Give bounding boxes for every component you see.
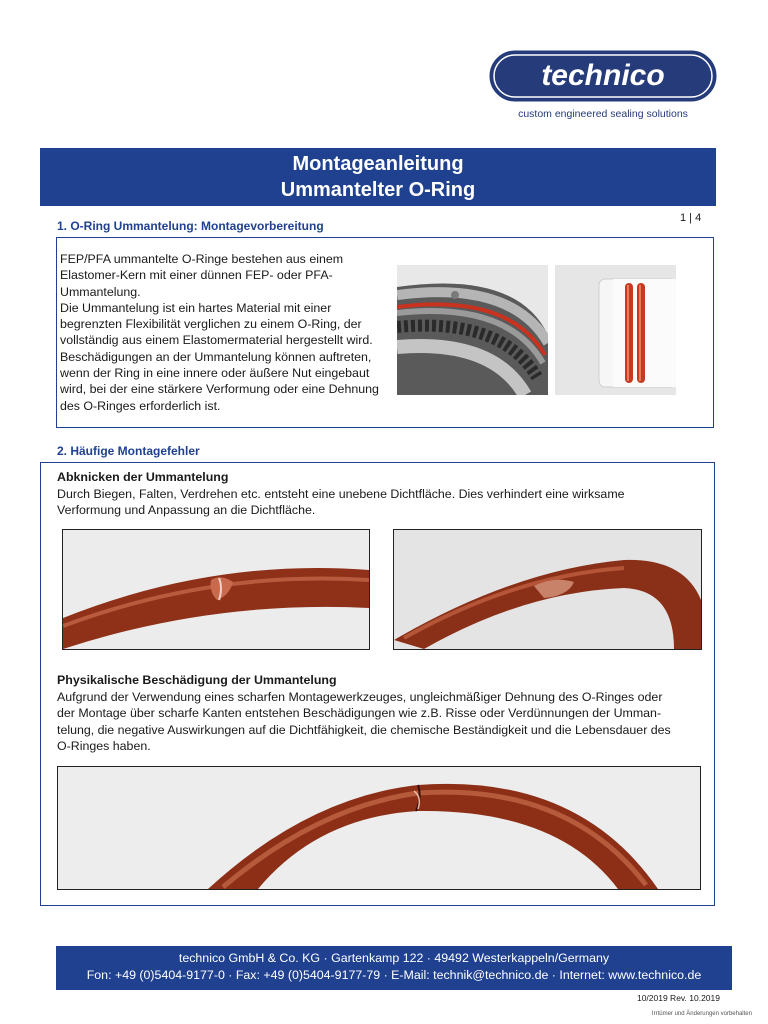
document-title: Montageanleitung	[292, 153, 464, 175]
damaged-ring-photo	[57, 766, 701, 890]
error2-text	[57, 689, 707, 754]
section1-line: FEP/PFA ummantelte O-Ringe bestehen aus einem	[60, 252, 344, 266]
error2-line: der Montage über scharfe Kanten entstehen Beschädigungen wie z.B. Risse oder Verdünnungen der Umman-	[57, 706, 662, 721]
section1-line: Elastomer-Kern mit einer dünnen FEP- oder PFA-	[60, 268, 333, 283]
document-subtitle: Ummantelter O-Ring	[280, 179, 476, 201]
section1-line: Die Ummantelung ist ein hartes Material mit einer	[60, 300, 332, 315]
kinked-ring-photo-2	[393, 529, 702, 650]
footer-contact: Fon: +49 (0)5404-9177-0 · Fax: +49 (0)5404-9177-79 · E-Mail: technik@technico.de · Internet: www.technico.de	[86, 968, 702, 982]
disclaimer: Irrtümer und Änderungen vorbehalten	[651, 1011, 752, 1017]
seal-housing-photo	[397, 265, 548, 395]
logo-wordmark: technico	[541, 59, 665, 92]
error1-text	[57, 486, 707, 519]
error2-title: Physikalische Beschädigung der Ummantelung	[57, 673, 337, 687]
error1-title: Abknicken der Ummantelung	[57, 470, 229, 484]
section1-line: wenn der Ring in eine innere oder äußere Nut eingebaut	[60, 366, 370, 381]
section1-line: vollständig aus einem Elastomermaterial hergestellt wird.	[60, 333, 373, 348]
section2-heading: 2. Häufige Montagefehler	[57, 444, 200, 458]
section1-line: Beschädigungen an der Ummantelung können auftreten,	[60, 349, 372, 364]
error1-line: Durch Biegen, Falten, Verdrehen etc. entsteht eine unebene Dichtfläche. Dies verhindert eine wirksame	[57, 487, 625, 501]
logo-tagline: custom engineered sealing solutions	[518, 108, 688, 120]
kinked-ring-photo-1	[62, 529, 370, 650]
section1-line: wird, bei der eine stärkere Verformung oder eine Dehnung	[60, 382, 379, 397]
section1-line: des O-Ringes erforderlich ist.	[60, 398, 221, 413]
revision-date: 10/2019 Rev. 10.2019	[636, 993, 720, 1003]
error2-line: O-Ringes haben.	[57, 738, 151, 753]
footer-bar	[56, 946, 732, 990]
piston-oring-photo	[555, 265, 676, 395]
section1-heading: 1. O-Ring Ummantelung: Montagevorbereitung	[57, 219, 324, 233]
footer-address: technico GmbH & Co. KG · Gartenkamp 122 · 49492 Westerkappeln/Germany	[178, 951, 610, 965]
section1-line: Ummantelung.	[60, 284, 141, 299]
error2-line: Aufgrund der Verwendung eines scharfen Montagewerkzeuges, ungleichmäßiger Dehnung des O-Ringes oder	[57, 690, 663, 704]
section1-line: begrenzten Flexibilität verglichen zu einem O-Ring, der	[60, 317, 362, 332]
title-banner	[40, 148, 716, 206]
section1-text	[60, 251, 395, 414]
error2-line: telung, die negative Auswirkungen auf die Dichtfähigkeit, die chemische Beständigkeit und die Lebensdauer des	[57, 722, 671, 737]
error1-line: Verformung und Anpassung an die Dichtfläche.	[57, 503, 316, 518]
page-number: 1 | 4	[680, 212, 702, 224]
